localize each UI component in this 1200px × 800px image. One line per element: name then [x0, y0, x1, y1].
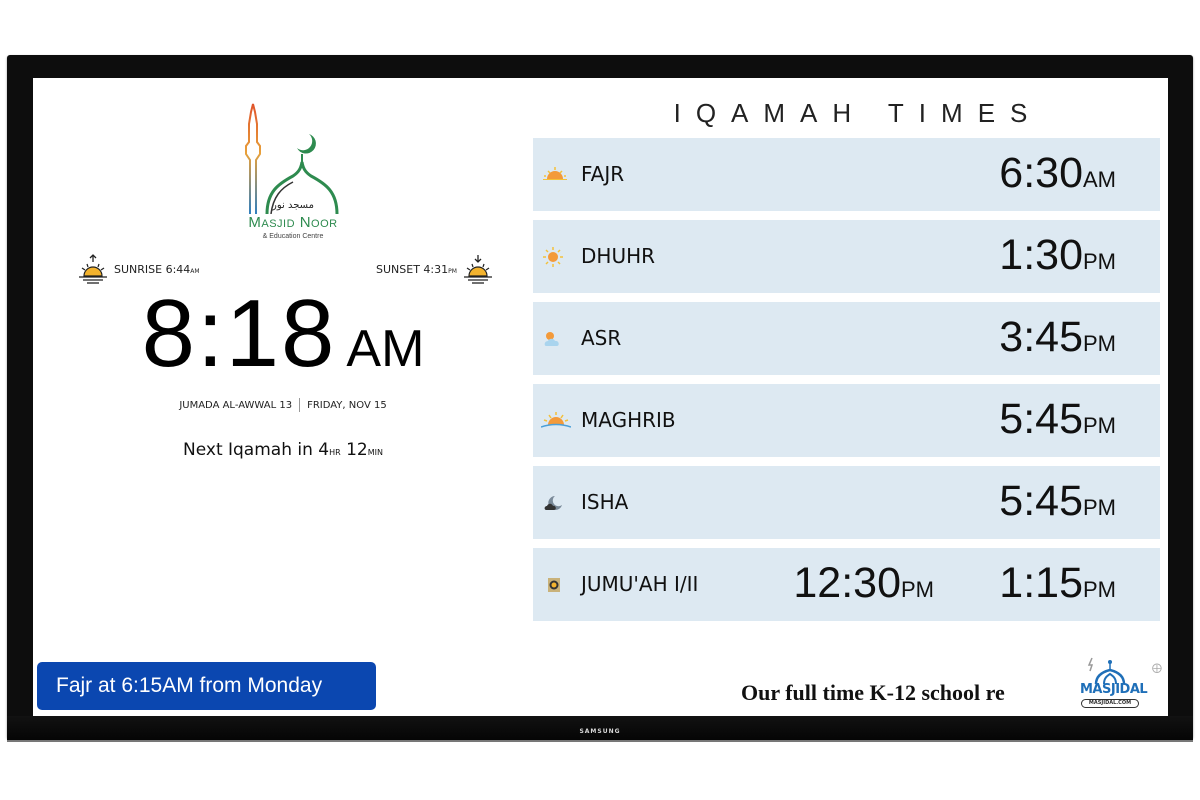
iqamah-row-fajr: [533, 138, 1160, 211]
moon-cloud-icon: [543, 492, 567, 514]
mosque-clock-icon: [543, 574, 567, 596]
masjidal-name: MASJIDAL: [1080, 682, 1148, 697]
date-separator: [299, 398, 300, 412]
iqamah-row-maghrib: [533, 384, 1160, 457]
logo-arabic-text: مسجد نور: [272, 200, 314, 211]
sunset-info: [376, 254, 493, 284]
iqamah-row-isha: [533, 466, 1160, 539]
news-ticker: Our full time K-12 school re: [741, 680, 1005, 705]
iqamah-title: IQAMAH TIMES: [673, 98, 1043, 128]
sunrise-icon: [78, 254, 108, 284]
sun-icon: [543, 246, 567, 268]
logo-name: Masjid Noor: [248, 214, 338, 231]
masjidal-url: MASJIDAL.COM: [1081, 699, 1139, 708]
next-iqamah-countdown: Next Iqamah in 4HR 12MIN: [183, 440, 383, 460]
clock-ampm: AM: [346, 320, 425, 378]
masjid-logo: [223, 102, 363, 244]
prayer-name: MAGHRIB: [581, 408, 676, 432]
prayer-name: JUMU'AH I/II: [581, 572, 699, 596]
masjidal-logo: [1080, 656, 1150, 716]
sunset-label: SUNSET 4:31PM: [376, 262, 457, 276]
prayer-name: FAJR: [581, 162, 625, 186]
logo-subtitle: & Education Centre: [262, 233, 324, 240]
iqamah-time: 5:45PM: [999, 395, 1116, 443]
iqamah-row-dhuhr: [533, 220, 1160, 293]
prayer-name: ISHA: [581, 490, 629, 514]
crosshair-icon: ⨁: [1152, 663, 1162, 674]
iqamah-row-jumuah: [533, 548, 1160, 621]
prayer-name: ASR: [581, 326, 622, 350]
iqamah-time: 6:30AM: [999, 149, 1116, 197]
date-line: [33, 398, 533, 412]
sunrise-icon: [543, 164, 567, 186]
sunrise-label: SUNRISE 6:44AM: [114, 262, 200, 276]
sun-cloud-icon: [543, 328, 567, 350]
tv-brand-label: SAMSUNG: [579, 728, 621, 735]
sunset-icon: [463, 254, 493, 284]
tv-bezel-bottom: [7, 716, 1193, 742]
sunset-icon: [541, 410, 571, 432]
announcement-banner: Fajr at 6:15AM from Monday: [37, 662, 376, 710]
iqamah-time: 5:45PM: [999, 477, 1116, 525]
current-time: [33, 280, 533, 387]
gregorian-date: FRIDAY, NOV 15: [307, 400, 387, 411]
hijri-date: JUMADA AL-AWWAL 13: [179, 400, 293, 411]
iqamah-row-asr: [533, 302, 1160, 375]
iqamah-time-first: 12:30PM: [793, 559, 934, 607]
prayer-name: DHUHR: [581, 244, 656, 268]
iqamah-time-second: 1:15PM: [999, 559, 1116, 607]
iqamah-time: 1:30PM: [999, 231, 1116, 279]
iqamah-time: 3:45PM: [999, 313, 1116, 361]
tv-screen: [33, 78, 1168, 716]
mosque-logo-icon: [223, 102, 363, 214]
clock-time: 8:18: [141, 280, 337, 387]
